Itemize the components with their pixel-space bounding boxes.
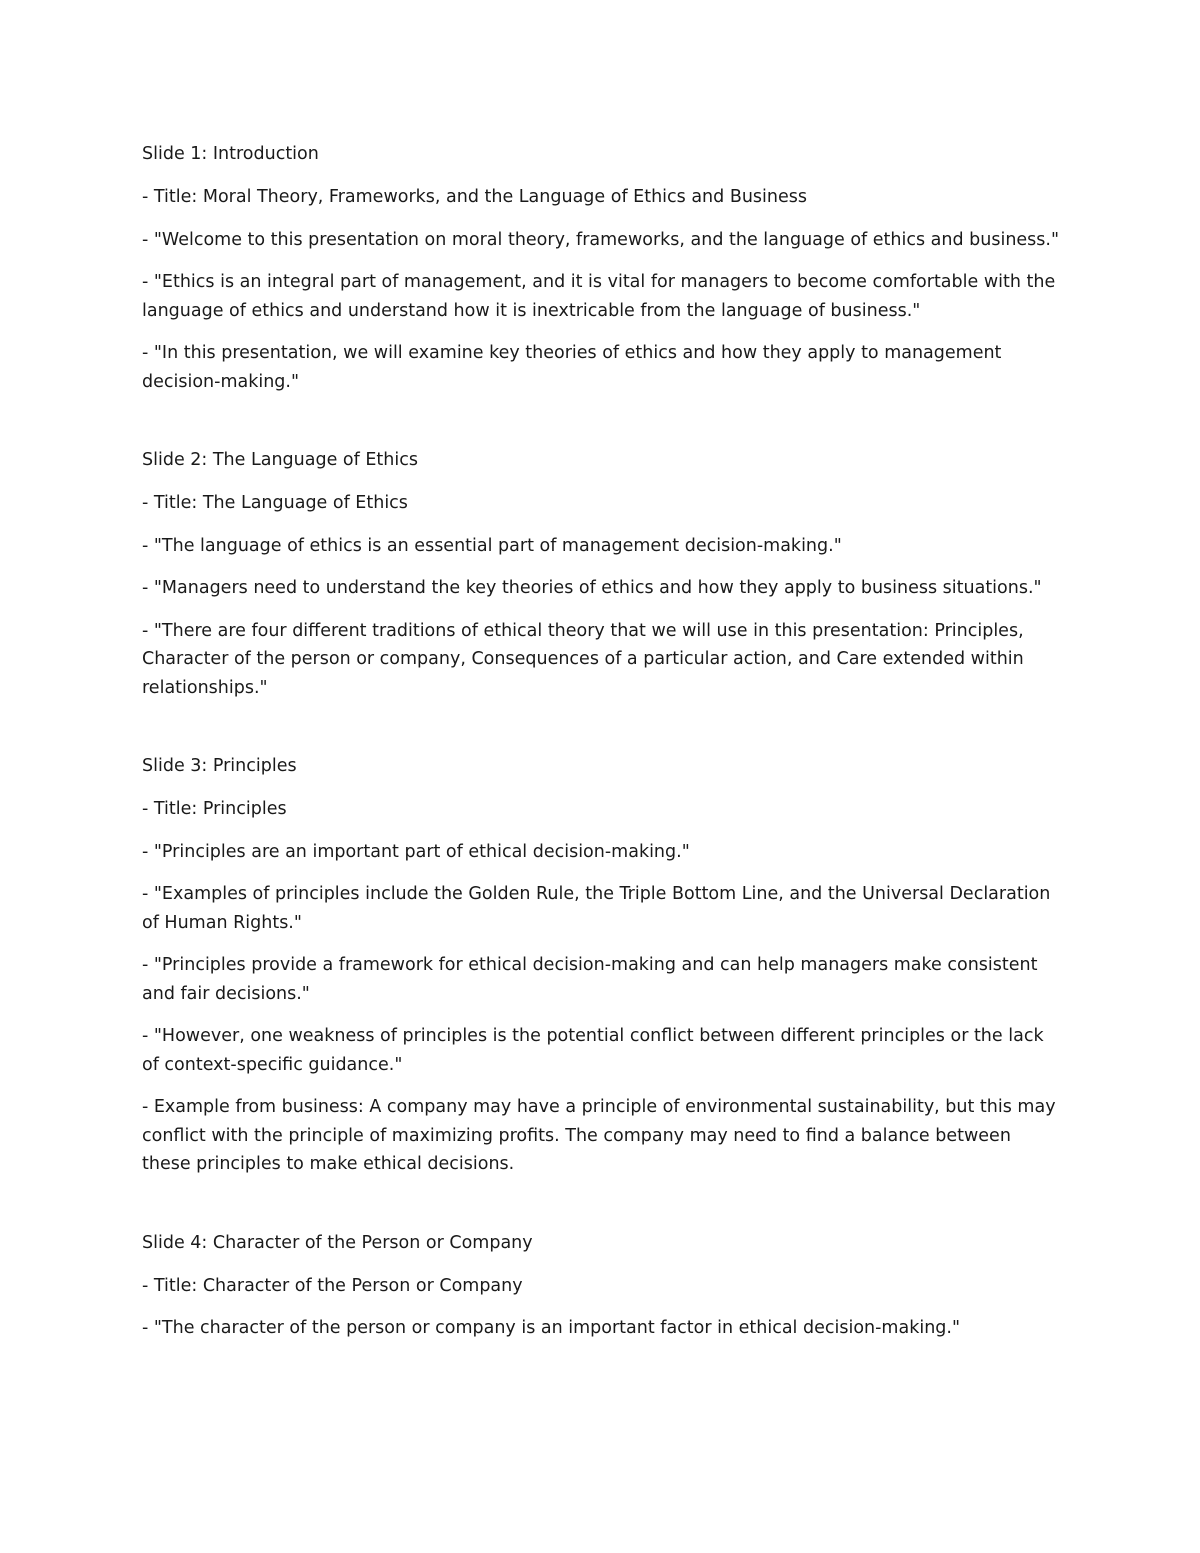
slide-section-2: [142, 446, 1060, 702]
slide-line: - Title: Principles: [142, 799, 287, 819]
slide-line: - "The language of ethics is an essential part of management decision-making.": [142, 535, 842, 556]
slide-section-1: [142, 140, 1060, 396]
slide-line: - "The character of the person or company is an important factor in ethical decision-making.": [142, 1318, 961, 1338]
slide-line: - Title: Character of the Person or Company: [142, 1275, 523, 1296]
slide-section-3: [142, 752, 1060, 1179]
slide-heading: Slide 4: Character of the Person or Company: [142, 1232, 533, 1253]
slide-line: - "There are four different traditions of ethical theory that we will use in this presentation: Principles, Character of the person or company, Consequences of a particular action, and Care extended within relationships.": [142, 620, 1024, 698]
slide-line: - "Examples of principles include the Golden Rule, the Triple Bottom Line, and the Universal Declaration of Human Rights.": [142, 884, 1051, 933]
slide-line: - "In this presentation, we will examine key theories of ethics and how they apply to management decision-making.": [142, 343, 1002, 392]
slide-section-4: [142, 1229, 1060, 1343]
slide-line: - "Ethics is an integral part of management, and it is vital for managers to become comfortable with the language of ethics and understand how it is inextricable from the language of business.": [142, 272, 1056, 321]
slide-line: - "Principles provide a framework for ethical decision-making and can help managers make consistent and fair decisions.": [142, 955, 1038, 1004]
slide-heading: Slide 2: The Language of Ethics: [142, 450, 418, 470]
slide-line: - "Welcome to this presentation on moral theory, frameworks, and the language of ethics and business.": [142, 229, 1060, 250]
slide-line: - "However, one weakness of principles is the potential conflict between different principles or the lack of context-specific guidance.": [142, 1026, 1044, 1075]
slide-line: - Title: The Language of Ethics: [142, 493, 408, 513]
slide-line: - "Managers need to understand the key theories of ethics and how they apply to business situations.": [142, 578, 1042, 598]
slide-heading: Slide 1: Introduction: [142, 144, 319, 164]
slide-heading: Slide 3: Principles: [142, 756, 297, 776]
slide-line: - Title: Moral Theory, Frameworks, and the Language of Ethics and Business: [142, 187, 807, 207]
slide-line: - "Principles are an important part of ethical decision-making.": [142, 841, 690, 862]
slide-line: - Example from business: A company may have a principle of environmental sustainability, but this may conflict with the principle of maximizing profits. The company may need to find a balance between these principles to make ethical decisions.: [142, 1097, 1056, 1174]
